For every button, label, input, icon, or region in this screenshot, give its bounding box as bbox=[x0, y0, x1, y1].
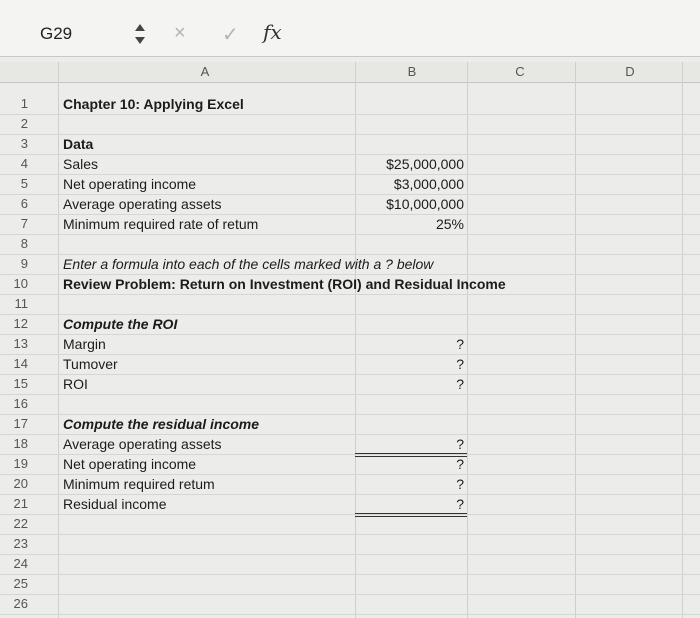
cell-b[interactable]: ? bbox=[456, 476, 464, 492]
cell-a[interactable]: Enter a formula into each of the cells marked with a ? below bbox=[63, 256, 434, 272]
cell-a[interactable]: Tumover bbox=[63, 356, 118, 372]
column-header-b[interactable]: B bbox=[407, 64, 417, 79]
name-box[interactable]: G29 bbox=[40, 24, 73, 43]
name-box-stepper[interactable] bbox=[133, 22, 147, 48]
cell-a[interactable]: Data bbox=[63, 136, 94, 152]
cell-a[interactable]: Net operating income bbox=[63, 176, 197, 192]
cell-b[interactable]: ? bbox=[456, 436, 464, 452]
table-row[interactable] bbox=[0, 474, 700, 495]
chevron-up-icon[interactable] bbox=[135, 24, 145, 31]
cell-b[interactable]: $25,000,000 bbox=[386, 156, 464, 172]
cell-border-b18-top bbox=[355, 453, 467, 454]
cell-border-b18-top-double bbox=[355, 456, 467, 457]
table-row[interactable] bbox=[0, 414, 700, 435]
cell-b[interactable]: $10,000,000 bbox=[386, 196, 464, 212]
cancel-icon[interactable]: × bbox=[174, 22, 186, 44]
table-row[interactable] bbox=[0, 294, 700, 315]
cell-b[interactable]: 25% bbox=[435, 216, 464, 232]
row-number[interactable]: 22 bbox=[13, 516, 28, 531]
row-number[interactable]: 23 bbox=[13, 536, 28, 551]
table-row[interactable] bbox=[0, 214, 700, 235]
table-row[interactable] bbox=[0, 234, 700, 255]
row-number[interactable]: 12 bbox=[13, 316, 28, 331]
cell-a[interactable]: Net operating income bbox=[63, 456, 197, 472]
row-number[interactable]: 20 bbox=[13, 476, 28, 491]
table-row[interactable] bbox=[0, 494, 700, 515]
row-number[interactable]: 6 bbox=[20, 196, 28, 211]
row-number[interactable]: 8 bbox=[20, 236, 28, 251]
table-row[interactable] bbox=[0, 314, 700, 335]
row-number[interactable]: 14 bbox=[13, 356, 28, 371]
row-number[interactable]: 16 bbox=[13, 396, 28, 411]
cell-a[interactable]: Margin bbox=[63, 336, 106, 352]
table-row[interactable] bbox=[0, 134, 700, 155]
row-number[interactable]: 26 bbox=[13, 596, 28, 611]
table-row[interactable] bbox=[0, 574, 700, 595]
row-number[interactable]: 17 bbox=[13, 416, 28, 431]
cell-a[interactable]: Residual income bbox=[63, 496, 167, 512]
row-number[interactable]: 13 bbox=[13, 336, 28, 351]
cell-b[interactable]: ? bbox=[456, 356, 464, 372]
row-number[interactable]: 1 bbox=[20, 96, 28, 111]
row-number[interactable]: 24 bbox=[13, 556, 28, 571]
row-number[interactable]: 11 bbox=[14, 296, 28, 311]
cell-b[interactable]: ? bbox=[456, 376, 464, 392]
cell-a[interactable]: Sales bbox=[63, 156, 99, 172]
chevron-down-icon[interactable] bbox=[135, 37, 145, 44]
table-row[interactable] bbox=[0, 394, 700, 415]
cell-a[interactable]: Chapter 10: Applying Excel bbox=[63, 96, 244, 112]
table-row[interactable] bbox=[0, 354, 700, 375]
cell-b[interactable]: $3,000,000 bbox=[393, 176, 464, 192]
cell-border-b21-top bbox=[355, 513, 467, 514]
row-number[interactable]: 18 bbox=[13, 436, 28, 451]
row-number[interactable]: 19 bbox=[13, 456, 28, 471]
row-number[interactable]: 25 bbox=[13, 576, 28, 591]
cell-a[interactable]: Average operating assets bbox=[63, 196, 222, 212]
formula-bar bbox=[0, 0, 700, 57]
table-row[interactable] bbox=[0, 334, 700, 355]
row-number[interactable]: 9 bbox=[20, 256, 28, 271]
row-number[interactable]: 3 bbox=[20, 136, 28, 151]
table-row[interactable] bbox=[0, 174, 700, 195]
table-row[interactable] bbox=[0, 454, 700, 475]
row-number[interactable]: 10 bbox=[13, 276, 28, 291]
table-row[interactable] bbox=[0, 434, 700, 455]
confirm-icon[interactable]: ✓ bbox=[222, 24, 239, 46]
cell-border-b21-bottom bbox=[355, 516, 467, 517]
cell-b[interactable]: ? bbox=[456, 496, 464, 512]
table-row[interactable] bbox=[0, 374, 700, 395]
row-number[interactable]: 15 bbox=[13, 376, 28, 391]
table-row[interactable] bbox=[0, 154, 700, 175]
cell-b[interactable]: ? bbox=[456, 456, 464, 472]
row-number[interactable]: 5 bbox=[20, 176, 28, 191]
table-row[interactable] bbox=[0, 194, 700, 215]
row-number[interactable]: 4 bbox=[20, 156, 28, 171]
column-header-c[interactable]: C bbox=[515, 64, 525, 79]
cell-b[interactable]: ? bbox=[456, 336, 464, 352]
column-header-d[interactable]: D bbox=[625, 64, 635, 79]
table-row[interactable] bbox=[0, 554, 700, 575]
table-row[interactable] bbox=[0, 514, 700, 535]
cell-a[interactable]: ROI bbox=[63, 376, 88, 392]
fx-icon[interactable]: fx bbox=[263, 20, 282, 44]
cell-a[interactable]: Review Problem: Return on Investment (ROI) and Residual Income bbox=[63, 276, 506, 292]
column-header-a[interactable]: A bbox=[200, 64, 210, 79]
table-row[interactable] bbox=[0, 114, 700, 135]
table-row[interactable] bbox=[0, 534, 700, 555]
cell-a[interactable]: Minimum required retum bbox=[63, 476, 215, 492]
row-number[interactable]: 21 bbox=[13, 496, 28, 511]
cell-a[interactable]: Compute the ROI bbox=[63, 316, 178, 332]
cell-a[interactable]: Compute the residual income bbox=[63, 416, 260, 432]
table-row[interactable] bbox=[0, 94, 700, 115]
row-number[interactable]: 7 bbox=[20, 216, 28, 231]
cell-a[interactable]: Average operating assets bbox=[63, 436, 222, 452]
row-number[interactable]: 2 bbox=[20, 116, 28, 131]
table-row[interactable] bbox=[0, 274, 700, 295]
cell-a[interactable]: Minimum required rate of retum bbox=[63, 216, 259, 232]
column-header-row bbox=[0, 62, 700, 83]
table-row[interactable] bbox=[0, 594, 700, 615]
table-row[interactable] bbox=[0, 254, 700, 275]
